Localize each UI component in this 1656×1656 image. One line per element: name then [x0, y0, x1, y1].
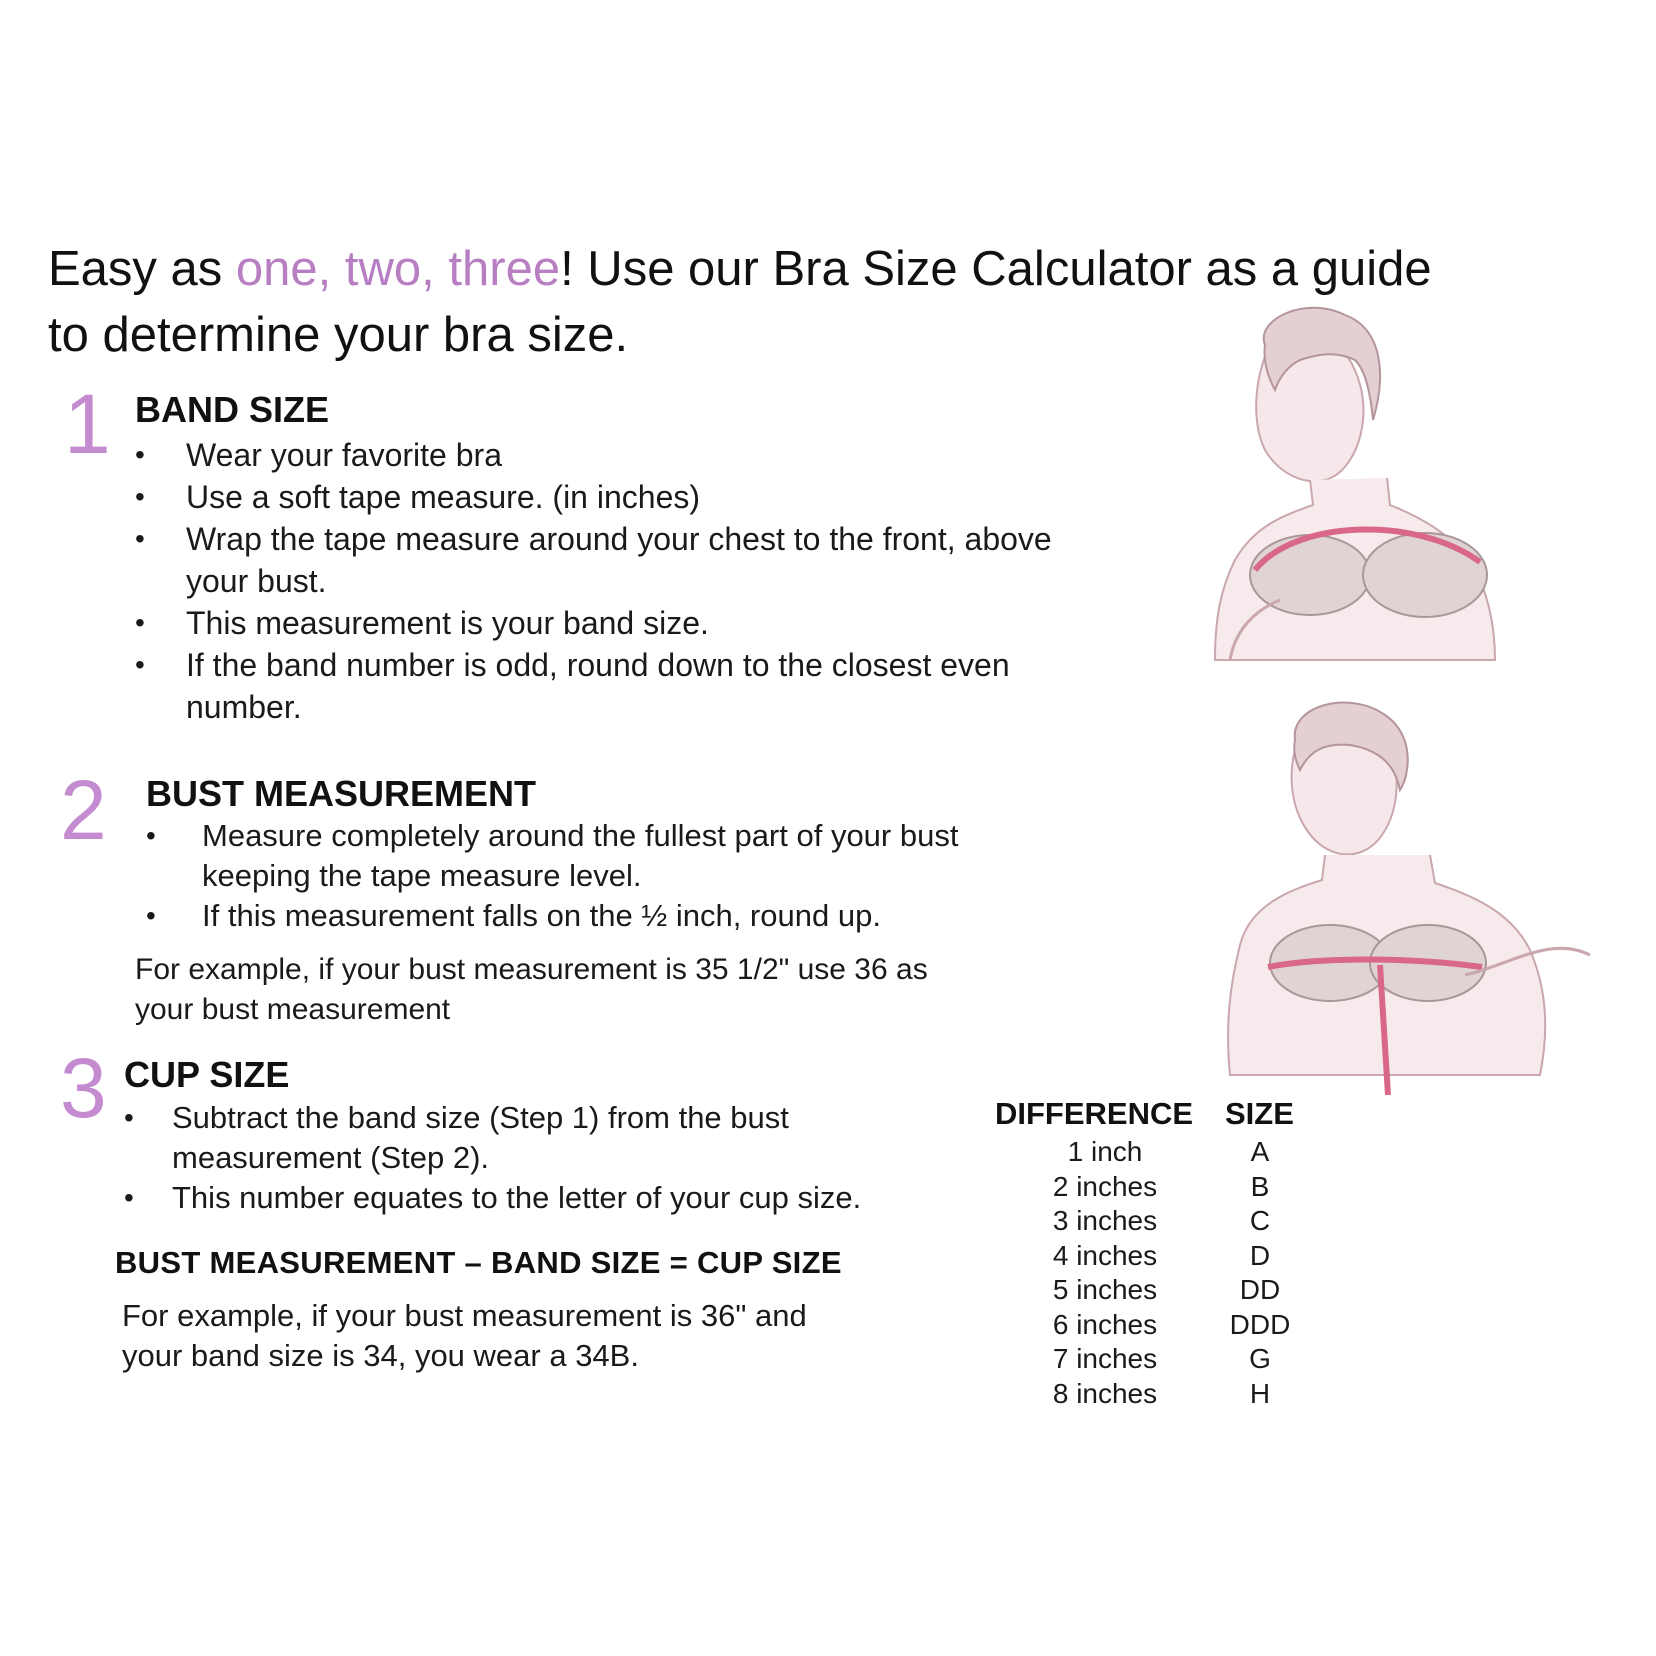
bullet-icon: •	[135, 649, 145, 680]
size-cell: C	[1249, 1205, 1271, 1236]
bullet-icon: •	[146, 900, 156, 931]
table-row	[995, 1136, 1315, 1171]
difference-cell: 8 inches	[1052, 1377, 1158, 1409]
headline-part2: ! Use our Bra Size Calculator as a guide to determine your bra size.	[48, 242, 1432, 362]
step-1-bullet: • If the band number is odd, round down to the closest even number.	[135, 644, 1016, 728]
bullet-icon: •	[124, 1102, 134, 1133]
bullet-icon: •	[135, 607, 145, 638]
bra-cup-right	[1363, 533, 1487, 617]
bullet-icon: •	[135, 481, 145, 512]
step-3-example: For example, if your bust measurement is 36" and your band size is 34, you wear a 34B.	[122, 1298, 807, 1373]
bullet-icon: •	[135, 439, 145, 470]
step-1-bullet: • Use a soft tape measure. (in inches)	[135, 476, 1055, 518]
step-1-bullet-list	[135, 434, 1055, 728]
step-2-bullet: • Measure completely around the fullest part of your bust keeping the tape measure level.	[146, 818, 959, 893]
headline-part1: Easy as	[48, 242, 236, 296]
bust-measure-illustration	[1210, 695, 1630, 1115]
difference-cell: 5 inches	[1052, 1274, 1158, 1305]
table-row	[995, 1378, 1315, 1413]
size-cell: A	[1250, 1136, 1270, 1167]
step-2-number: 2	[60, 763, 107, 857]
size-cell: G	[1249, 1343, 1271, 1374]
size-cell: DDD	[1229, 1308, 1291, 1340]
size-cell: D	[1249, 1239, 1271, 1271]
bra-cup-left	[1250, 535, 1370, 615]
column-header-size: SIZE	[1225, 1096, 1294, 1131]
step-3-bullet: • This number equates to the letter of your cup size.	[124, 1178, 944, 1218]
difference-cell: 7 inches	[1052, 1343, 1158, 1374]
step-2-example: For example, if your bust measurement is 35 1/2" use 36 as your bust measurement	[135, 953, 928, 1026]
step-2-bullet: • If this measurement falls on the ½ inch, round up.	[146, 896, 1046, 936]
step-1-bullet: • Wear your favorite bra	[135, 434, 1055, 476]
difference-cell: 2 inches	[1052, 1170, 1158, 1202]
table-row	[995, 1343, 1315, 1378]
step-1-number: 1	[64, 377, 111, 471]
bullet-icon: •	[135, 523, 145, 554]
difference-cell: 3 inches	[1052, 1205, 1158, 1236]
table-body	[995, 1136, 1315, 1412]
band-measure-illustration	[1195, 300, 1515, 700]
size-cell: H	[1249, 1377, 1271, 1409]
difference-cell: 4 inches	[1052, 1239, 1158, 1271]
table-row	[995, 1240, 1315, 1275]
table-row	[995, 1171, 1315, 1206]
step-1-bullet: • This measurement is your band size.	[135, 602, 1055, 644]
size-cell: DD	[1239, 1274, 1281, 1305]
step-2-bullet-list	[146, 816, 1046, 936]
step-1-bullet: • Wrap the tape measure around your chest to the front, above your bust.	[135, 518, 1055, 602]
step-3-title: CUP SIZE	[124, 1054, 290, 1095]
headline-accent: one, two, three	[235, 242, 561, 296]
difference-cell: 1 inch	[1067, 1136, 1143, 1167]
bullet-icon: •	[146, 820, 156, 851]
column-header-difference: DIFFERENCE	[995, 1096, 1194, 1131]
table-row	[995, 1205, 1315, 1240]
bullet-icon: •	[124, 1182, 134, 1213]
step-1-title: BAND SIZE	[135, 389, 330, 430]
step-3-bullet: • Subtract the band size (Step 1) from the bust measurement (Step 2).	[124, 1100, 789, 1175]
table-row	[995, 1274, 1315, 1309]
step-3-bullet-list	[124, 1098, 944, 1218]
step-3-number: 3	[60, 1041, 107, 1135]
difference-cell: 6 inches	[1052, 1308, 1158, 1340]
cup-size-formula: BUST MEASUREMENT – BAND SIZE = CUP SIZE	[115, 1245, 842, 1280]
cup-size-table	[995, 1096, 1315, 1412]
table-row	[995, 1309, 1315, 1344]
size-cell: B	[1250, 1170, 1270, 1202]
step-2-title: BUST MEASUREMENT	[146, 773, 537, 814]
